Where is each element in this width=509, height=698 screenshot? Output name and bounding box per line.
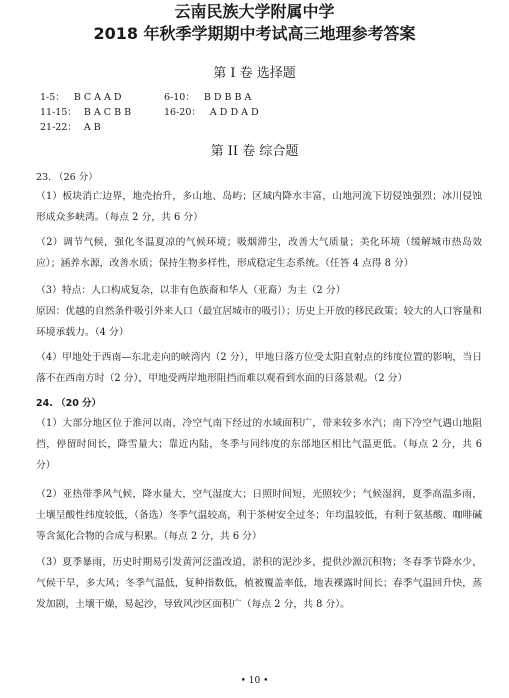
page-number: • 10 • (240, 676, 269, 686)
answer-keys: B C A A D (73, 92, 122, 103)
answer-range: 11-15： (40, 107, 77, 118)
answer-row-6-10 (164, 92, 251, 104)
answer-keys: A B (83, 122, 101, 133)
answer-keys: B A C B B (83, 107, 132, 118)
answer-range: 6-10： (164, 92, 195, 103)
answer-row-21-22 (40, 122, 101, 134)
q24-answer-3: （3）夏季暴雨，历史时期易引发黄河泛滥改道，淤积的泥沙多，提供沙源沉积物；冬春季节降水少，气候干旱，多大风；冬季气温低，复种指数低，植被覆盖率低，地表裸露时间长；春季气温回升快，蒸发加剧，土壤干燥，易起沙，导致风沙区面积广（每点 2 分，共 8 分）。 (36, 557, 482, 610)
school-title: 云南民族大学附属中学 (174, 2, 335, 21)
section-1-title: 第 I 卷 选择题 (213, 66, 296, 81)
answer-range: 1-5： (40, 92, 65, 103)
question-23-label: 23. （26 分） (36, 172, 98, 183)
q23-answer-3: （3）特点：人口构成复杂，以非有色族裔和华人（亚裔）为主（2 分） 原因：优越的自然条件吸引外来人口（最宜居城市的吸引）；历史上开放的移民政策；较大的人口容量和环境承载力。（4 分） (36, 285, 482, 338)
answer-row-16-20 (164, 107, 259, 119)
q23-answer-4: （4）甲地处于西南—东北走向的峡湾内（2 分），甲地日落方位受太阳直射点的纬度位置的影响，当日落不在西南方时（2 分），甲地受两岸地形阻挡而难以观看到水面的日落景观。（2 分） (36, 352, 482, 384)
answer-row-11-15 (40, 107, 131, 119)
q24-answer-2: （2）亚热带季风气候，降水量大，空气湿度大；日照时间短，光照较少；气候湿润，夏季高温多雨，土壤呈酸性纬度较低，（备选）冬季气温较高，利于茶树安全过冬；年均温较低，有利于氨基酸、咖啡碱等含氮化合物的合成与积累。（每点 2 分，共 6 分） (36, 489, 482, 542)
answer-keys: A D D A D (209, 107, 259, 118)
question-24-label: 24. （20 分） (36, 398, 102, 409)
exam-title: 2018 年秋季学期期中考试高三地理参考答案 (93, 24, 416, 43)
q24-answer-1: （1）大部分地区位于淮河以南，冷空气南下经过的水域面积广，带来较多水汽；南下冷空气遇山地阻挡，停留时间长，降雪量大；靠近内陆，冬季与同纬度的东部地区相比气温更低。（每点 2 分，共 6 分） (36, 418, 482, 471)
answer-row-1-5 (40, 92, 122, 104)
q23-answer-2: （2）调节气候，强化冬温夏凉的气候环境；吸烟滞尘，改善大气质量；美化环境（缓解城市热岛效应）；涵养水源，改善水质；保持生物多样性，形成稳定生态系统。（任答 4 点得 8 分） (36, 237, 482, 269)
section-2-title: 第 II 卷 综合题 (210, 144, 299, 159)
answer-range: 21-22： (40, 122, 77, 133)
q23-answer-1: （1）板块消亡边界，地壳抬升，多山地、岛屿；区域内降水丰富，山地河流下切侵蚀强烈；冰川侵蚀形成众多峡湾。（每点 2 分，共 6 分） (36, 191, 482, 223)
answer-keys: B D B B A (203, 92, 252, 103)
answer-range: 16-20： (164, 107, 201, 118)
